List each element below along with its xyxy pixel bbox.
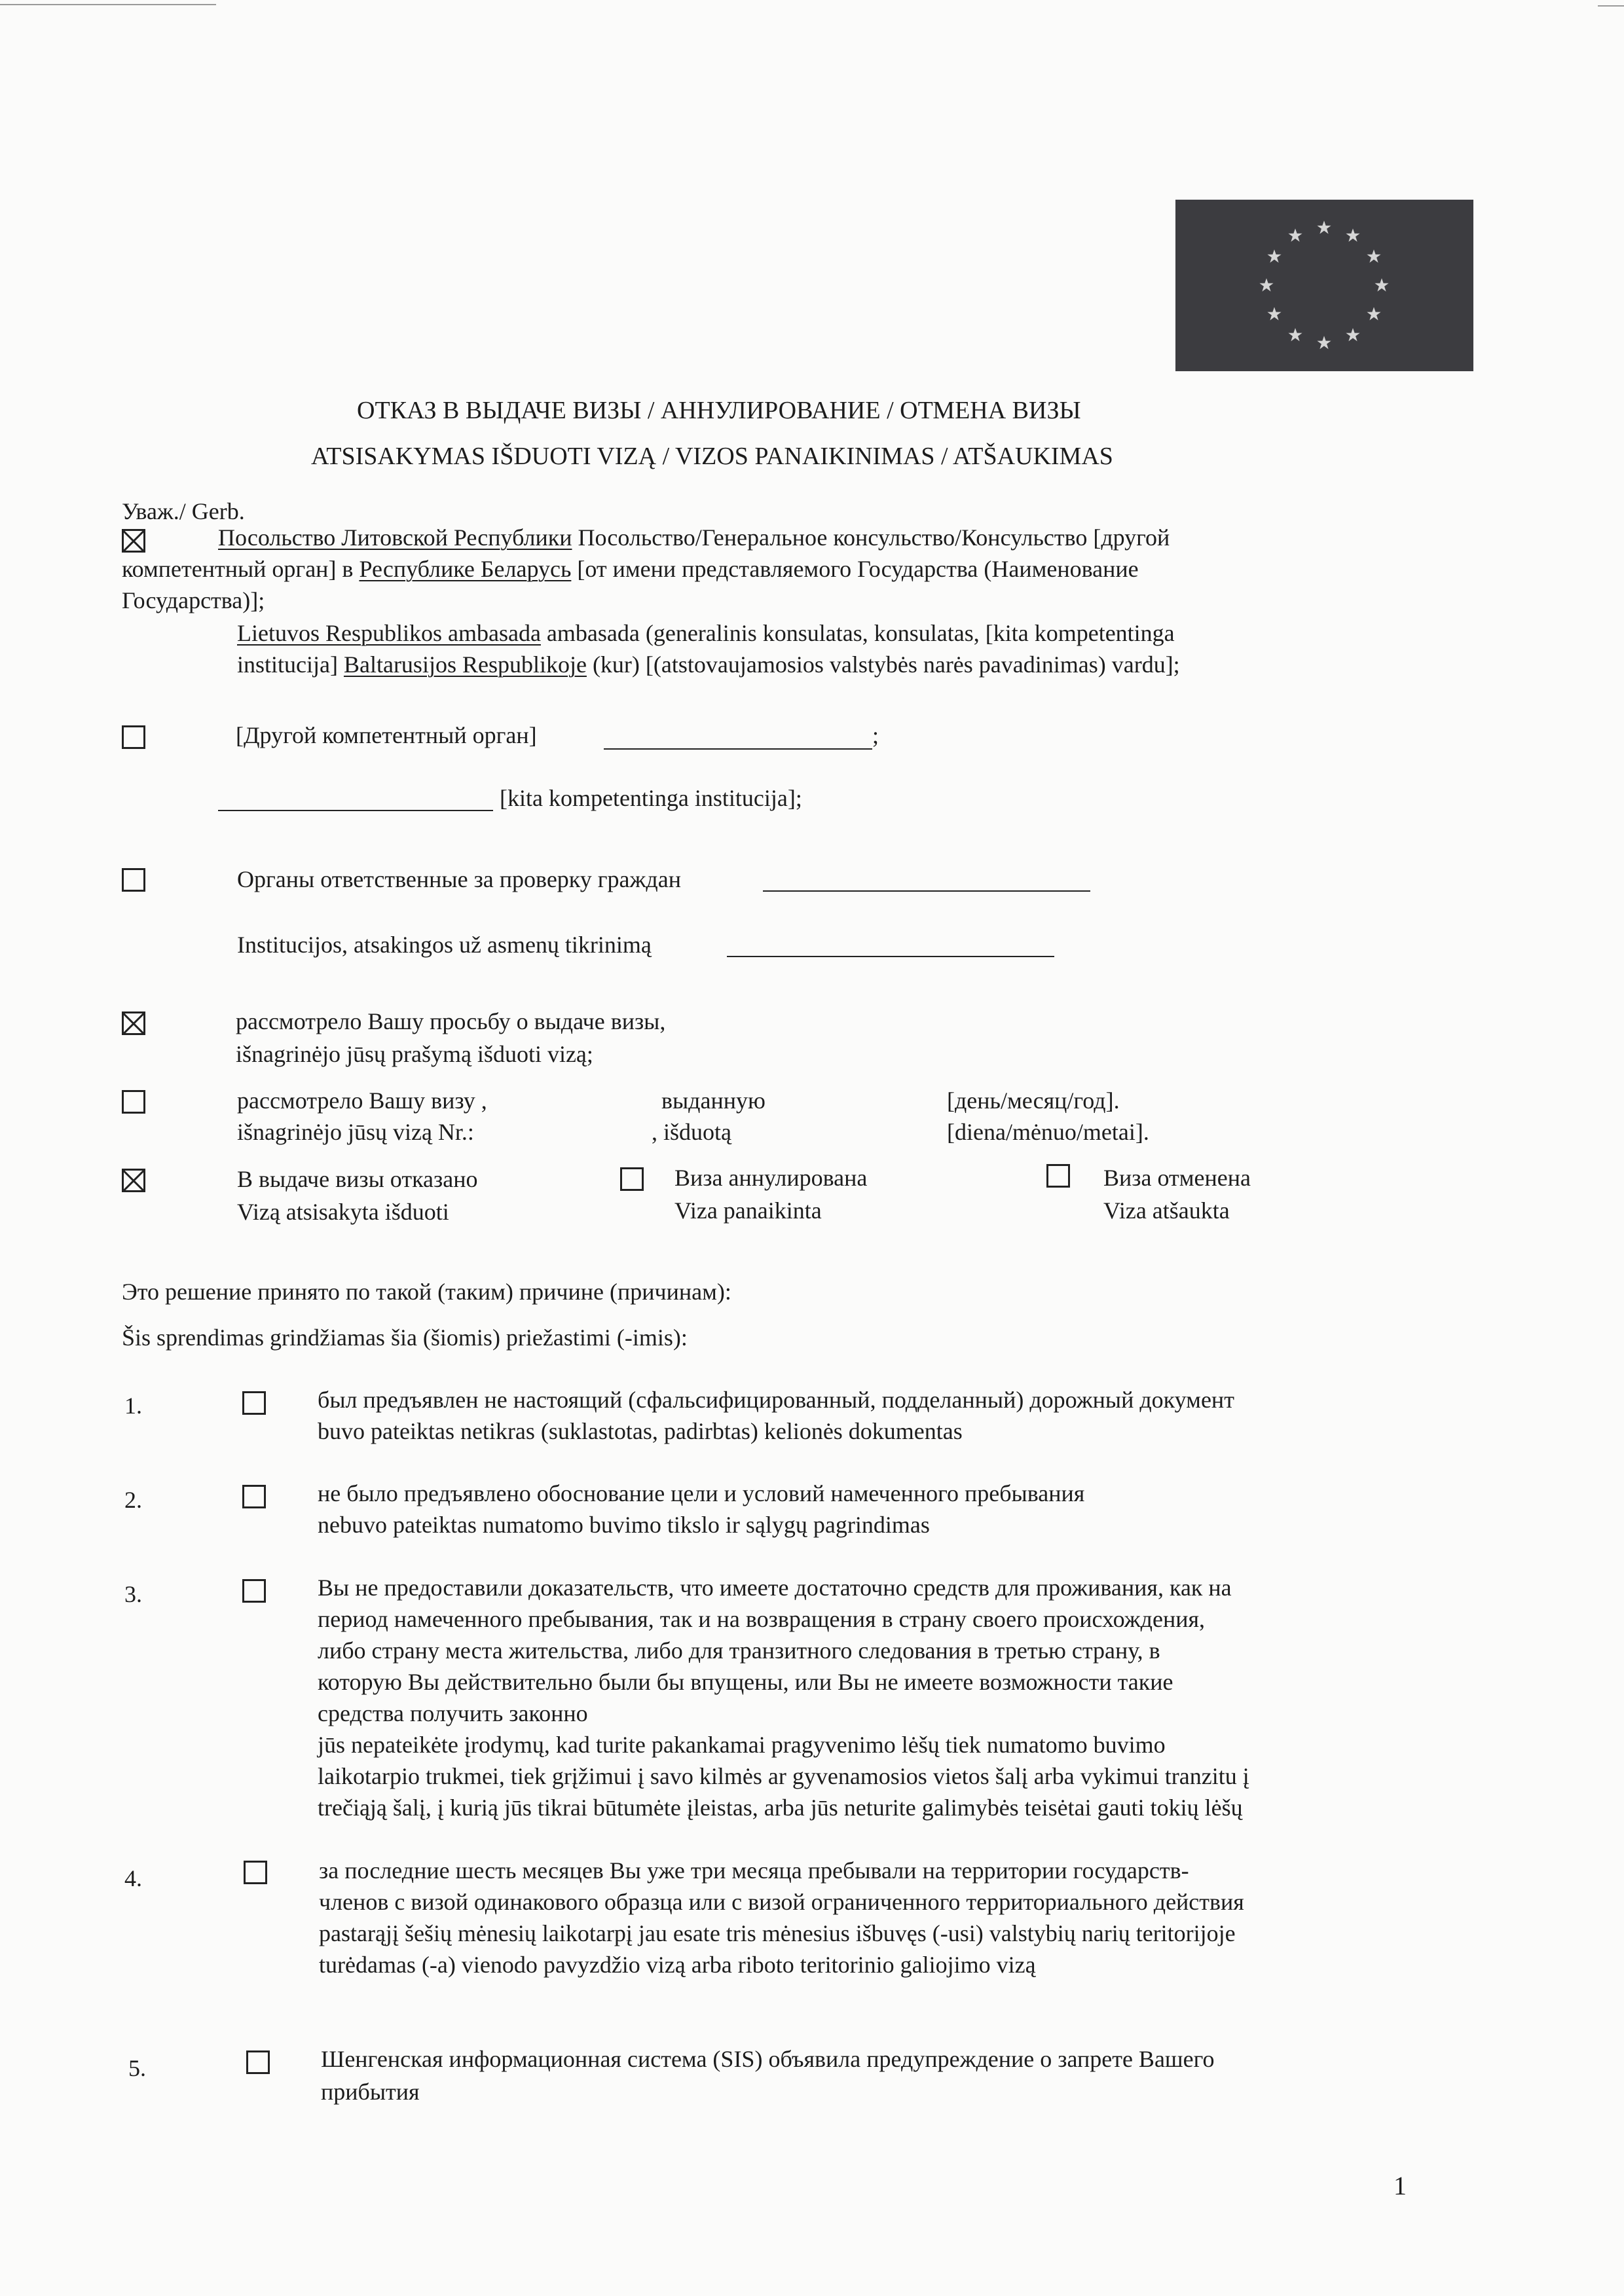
scan-edge-line [0, 4, 216, 5]
reason-text-line: прибытия [321, 2079, 420, 2105]
reason-checkbox[interactable] [246, 2050, 270, 2074]
flag-star-icon [1366, 249, 1382, 264]
reason-text-line: jūs nepateikėte įrodymų, kad turite pakankamai pragyvenimo lėšų tiek numatomo buvimo [318, 1732, 1166, 1758]
authority-ru-line-2-start: компетентный орган] в [122, 556, 360, 582]
authority-ru-line-1 [218, 522, 1170, 553]
reason-text-line: Вы не предоставили доказательств, что имеете достаточно средств для проживания, как на [318, 1575, 1232, 1601]
reason-text-line: laikotarpio trukmei, tiek grįžimui į savo kilmės ar gyvenamosios vietos šalį arba vykimui tranzitu į [318, 1763, 1249, 1789]
border-authority-ru: Органы ответственные за проверку граждан [237, 866, 681, 892]
visa-refused-checkbox[interactable] [122, 1169, 145, 1192]
reason-text-line: за последние шесть месяцев Вы уже три месяца пребывали на территории государств- [319, 1857, 1189, 1884]
flag-star-icon [1366, 306, 1382, 322]
country-lt: Baltarusijos Respublikoje [343, 651, 587, 678]
authority-lt-line-1-rest: ambasada (generalinis konsulatas, konsulatas, [kita kompetentinga [540, 620, 1175, 646]
reason-text-line: Шенгенская информационная система (SIS) объявила предупреждение о запрете Вашего [321, 2046, 1215, 2072]
border-authority-checkbox[interactable] [122, 868, 145, 892]
eu-flag-icon [1175, 200, 1473, 371]
reason-checkbox[interactable] [242, 1485, 266, 1508]
authority-lt-line-1 [237, 618, 1175, 648]
salutation: Уваж./ Gerb. [122, 498, 245, 524]
reasons-intro-ru: Это решение принято по такой (таким) причине (причинам): [122, 1279, 731, 1305]
country-ru: Республике Беларусь [359, 556, 572, 582]
authority-lt-line-2 [237, 649, 1180, 680]
visa-revoked-ru: Виза отменена [1103, 1165, 1251, 1191]
flag-star-icon [1374, 278, 1390, 293]
authority-lt-line-2-start: institucija] [237, 651, 344, 678]
reason-text-line: был предъявлен не настоящий (сфальсифицированный, подделанный) дорожный документ [318, 1387, 1234, 1413]
embassy-name-ru: Посольство Литовской Республики [218, 524, 572, 551]
date-format-ru: [день/месяц/год]. [947, 1087, 1120, 1114]
flag-star-icon [1259, 278, 1274, 293]
reason-text-line: либо страну места жительства, либо для транзитного следования в третью страну, в [318, 1637, 1160, 1664]
authority-ru-line-2-rest: [от имени представляемого Государства (Наименование [571, 556, 1139, 582]
visa-reviewed-checkbox[interactable] [122, 1090, 145, 1114]
reason-number: 2. [124, 1487, 142, 1513]
flag-star-icon [1316, 220, 1332, 236]
title-ru: ОТКАЗ В ВЫДАЧЕ ВИЗЫ / АННУЛИРОВАНИЕ / ОТМЕНА ВИЗЫ [357, 397, 1081, 424]
visa-revoked-checkbox[interactable] [1046, 1164, 1070, 1188]
reason-text-line: buvo pateiktas netikras (suklastotas, padirbtas) kelionės dokumentas [318, 1418, 963, 1444]
date-format-lt: [diena/mėnuo/metai]. [947, 1119, 1149, 1145]
issued-ru: выданную [661, 1087, 766, 1114]
reason-checkbox[interactable] [242, 1579, 266, 1603]
visa-reviewed-ru: рассмотрело Вашу визу , [237, 1087, 487, 1114]
application-reviewed-ru: рассмотрело Вашу просьбу о выдаче визы, [236, 1008, 666, 1034]
flag-star-icon [1287, 228, 1303, 244]
reason-text-line: период намеченного пребывания, так и на возвращения в страну своего происхождения, [318, 1606, 1206, 1632]
visa-annulled-checkbox[interactable] [620, 1167, 644, 1191]
border-authority-lt-blank[interactable] [727, 956, 1054, 957]
reason-checkbox[interactable] [244, 1861, 267, 1884]
reasons-intro-lt: Šis sprendimas grindžiamas šia (šiomis) priežastimi (-imis): [122, 1324, 688, 1351]
visa-annulled-ru: Виза аннулирована [674, 1165, 868, 1191]
authority-ru-line-1-rest: Посольство/Генеральное консульство/Консульство [другой [572, 524, 1170, 551]
embassy-checkbox[interactable] [122, 529, 145, 553]
page-number: 1 [1393, 2171, 1407, 2200]
reason-text-line: средства получить законно [318, 1700, 588, 1726]
title-lt: ATSISAKYMAS IŠDUOTI VIZĄ / VIZOS PANAIKINIMAS / ATŠAUKIMAS [311, 443, 1113, 470]
application-reviewed-checkbox[interactable] [122, 1011, 145, 1035]
scan-edge-mark [1598, 5, 1624, 7]
reason-checkbox[interactable] [242, 1391, 266, 1415]
border-authority-ru-blank[interactable] [763, 890, 1090, 892]
other-authority-ru: [Другой компетентный орган] [236, 722, 537, 748]
reason-text-line: nebuvo pateiktas numatomo buvimo tikslo ir sąlygų pagrindimas [318, 1512, 930, 1538]
flag-star-icon [1316, 335, 1332, 351]
embassy-name-lt: Lietuvos Respublikos ambasada [237, 620, 541, 646]
reason-number: 3. [124, 1581, 142, 1607]
reason-number: 1. [124, 1393, 142, 1419]
flag-star-icon [1266, 306, 1282, 322]
reason-number: 4. [124, 1865, 142, 1891]
reason-text-line: не было предъявлено обоснование цели и условий намеченного пребывания [318, 1480, 1085, 1506]
other-authority-lt: [kita kompetentinga institucija]; [500, 785, 802, 811]
other-authority-checkbox[interactable] [122, 725, 145, 749]
authority-ru-line-2 [122, 554, 1139, 584]
reason-text-line: pastarąjį šešių mėnesių laikotarpį jau esate tris mėnesius išbuvęs (-usi) valstybių narių teritorijoje [319, 1920, 1236, 1946]
reason-text-line: которую Вы действительно были бы впущены, или Вы не имеете возможности такие [318, 1669, 1173, 1695]
reason-text-line: trečiąją šalį, į kurią jūs tikrai būtumėte įleistas, arba jūs neturite galimybės teisėtai gauti tokių lėšų [318, 1795, 1243, 1821]
visa-refused-lt: Vizą atsisakyta išduoti [237, 1199, 449, 1225]
reason-text-line: членов с визой одинакового образца или с визой ограниченного территориального действия [319, 1889, 1244, 1915]
flag-star-icon [1287, 327, 1303, 343]
visa-revoked-lt: Viza atšaukta [1103, 1197, 1230, 1224]
other-authority-ru-blank[interactable] [604, 748, 872, 750]
flag-star-icon [1345, 327, 1361, 343]
visa-annulled-lt: Viza panaikinta [674, 1197, 822, 1224]
visa-refused-ru: В выдаче визы отказано [237, 1166, 478, 1192]
flag-star-icon [1266, 249, 1282, 264]
visa-reviewed-lt: išnagrinėjo jūsų vizą Nr.: [237, 1119, 474, 1145]
reason-text-line: turėdamas (-a) vienodo pavyzdžio vizą arba riboto teritorinio galiojimo vizą [319, 1952, 1036, 1978]
other-authority-lt-blank[interactable] [218, 810, 493, 811]
authority-ru-line-3: Государства)]; [122, 587, 265, 613]
application-reviewed-lt: išnagrinėjo jūsų prašymą išduoti vizą; [236, 1041, 593, 1067]
flag-star-icon [1345, 228, 1361, 244]
border-authority-lt: Institucijos, atsakingos už asmenų tikrinimą [237, 932, 652, 958]
other-authority-ru-end: ; [872, 722, 879, 748]
authority-lt-line-2-rest: (kur) [(atstovaujamosios valstybės narės pavadinimas) vardu]; [586, 651, 1180, 678]
reason-number: 5. [128, 2055, 146, 2081]
issued-lt: , išduotą [652, 1119, 731, 1145]
